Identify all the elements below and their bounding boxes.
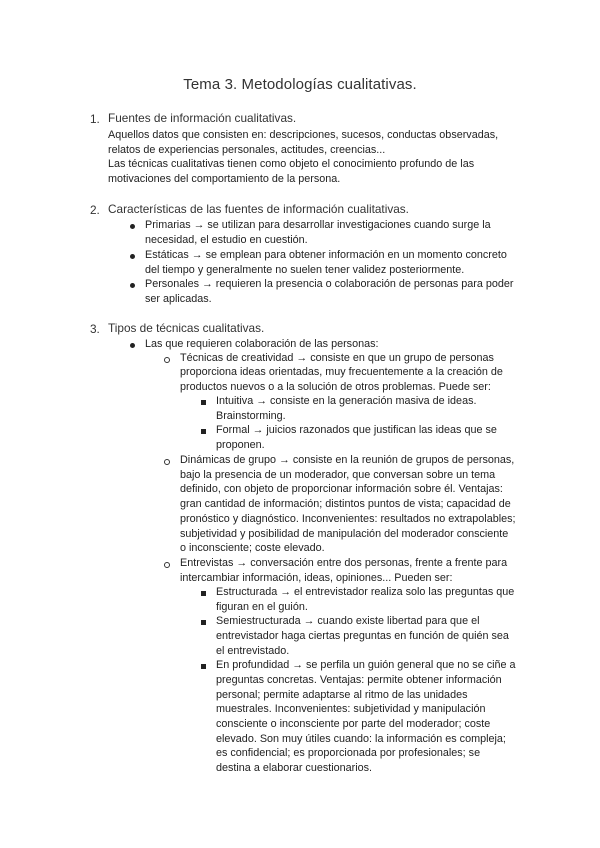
list-item-primarias: Primarias → se utilizan para desarrollar investigaciones cuando surge la: [145, 219, 491, 231]
list-item-intuitiva: Intuitiva → consiste en la generación masiva de ideas.: [216, 395, 477, 407]
square-bullet-icon: [201, 620, 206, 625]
list-item-profundidad: consciente o inconsciente por parte del moderador; coste: [216, 718, 491, 730]
list-item-colaboracion: Las que requieren colaboración de las personas:: [145, 338, 379, 350]
list-item-semiestructurada: Semiestructurada → cuando existe libertad para que el: [216, 615, 480, 627]
list-item-dinamicas: pronóstico y diagnóstico. Inconvenientes: resultados no extrapolables;: [180, 513, 516, 525]
list-item-estructurada: Estructurada → el entrevistador realiza solo las preguntas que: [216, 586, 515, 598]
list-item-profundidad: elevado. Son muy útiles cuando: la información es compleja;: [216, 733, 506, 745]
bullet-icon: [130, 254, 135, 259]
list-item-profundidad: destina a elaborar cuestionarios.: [216, 762, 373, 774]
list-item-formal: proponen.: [216, 439, 265, 451]
section-3-heading: Tipos de técnicas cualitativas.: [108, 321, 265, 335]
list-item-profundidad: En profundidad → se perfila un guión general que no se ciñe a: [216, 659, 516, 671]
list-item-dinamicas: definido, con objeto de proporcionar información sobre él. Ventajas:: [180, 483, 503, 495]
hollow-bullet-icon: [164, 459, 170, 465]
list-item-profundidad: muestrales. Inconvenientes: subjetividad y manipulación: [216, 703, 486, 715]
list-item-dinamicas: gran cantidad de información; distintos puntos de vista; capacidad de: [180, 498, 511, 510]
list-item-profundidad: preguntas concretas. Ventajas: permite obtener información: [216, 674, 502, 686]
section-1-text: relatos de experiencias personales, actitudes, creencias...: [108, 144, 386, 156]
list-item-dinamicas: Dinámicas de grupo → consiste en la reunión de grupos de personas,: [180, 454, 515, 466]
list-item-personales: Personales → requieren la presencia o colaboración de personas para poder: [145, 278, 514, 290]
bullet-icon: [130, 343, 135, 348]
section-1-heading: Fuentes de información cualitativas.: [108, 111, 297, 125]
list-item-estaticas: del tiempo y generalmente no suelen tener validez posteriormente.: [145, 264, 465, 276]
list-item-intuitiva: Brainstorming.: [216, 410, 286, 422]
square-bullet-icon: [201, 664, 206, 669]
section-2-number: 2.: [90, 203, 100, 217]
section-3-number: 3.: [90, 322, 100, 336]
bullet-icon: [130, 224, 135, 229]
bullet-icon: [130, 283, 135, 288]
list-item-formal: Formal → juicios razonados que justifican las ideas que se: [216, 424, 497, 436]
list-item-creatividad: productos nuevos o a la solución de otros problemas. Puede ser:: [180, 381, 491, 393]
section-1-text: motivaciones del comportamiento de la persona.: [108, 173, 341, 185]
list-item-creatividad: Técnicas de creatividad → consiste en que un grupo de personas: [180, 352, 494, 364]
list-item-estaticas: Estáticas → se emplean para obtener información en un momento concreto: [145, 249, 507, 261]
list-item-dinamicas: bajo la presencia de un moderador, que conversan sobre un tema: [180, 469, 496, 481]
list-item-profundidad: personal; permite adaptarse al ritmo de las unidades: [216, 689, 468, 701]
list-item-personales: ser aplicadas.: [145, 293, 212, 305]
section-1-text: Aquellos datos que consisten en: descripciones, sucesos, conductas observadas,: [108, 129, 499, 141]
list-item-semiestructurada: entrevistador haga ciertas preguntas en función de quién sea: [216, 630, 509, 642]
list-item-creatividad: proporciona ideas orientadas, muy frecuentemente a la creación de: [180, 366, 503, 378]
square-bullet-icon: [201, 429, 206, 434]
hollow-bullet-icon: [164, 562, 170, 568]
list-item-estructurada: figuran en el guión.: [216, 601, 308, 613]
list-item-dinamicas: o inconsciente; coste elevado.: [180, 542, 325, 554]
list-item-entrevistas: intercambiar información, ideas, opiniones... Pueden ser:: [180, 572, 453, 584]
square-bullet-icon: [201, 591, 206, 596]
list-item-profundidad: es confidencial; es proporcionada por profesionales; se: [216, 747, 481, 759]
list-item-dinamicas: subjetividad y posibilidad de manipulación del moderador consciente: [180, 528, 509, 540]
section-1-text: Las técnicas cualitativas tienen como objeto el conocimiento profundo de las: [108, 158, 475, 170]
page-title: Tema 3. Metodologías cualitativas.: [183, 76, 417, 93]
list-item-semiestructurada: el entrevistado.: [216, 645, 290, 657]
hollow-bullet-icon: [164, 357, 170, 363]
square-bullet-icon: [201, 400, 206, 405]
section-2-heading: Características de las fuentes de información cualitativas.: [108, 202, 409, 216]
list-item-primarias: necesidad, el estudio en cuestión.: [145, 234, 308, 246]
section-1-number: 1.: [90, 112, 100, 126]
list-item-entrevistas: Entrevistas → conversación entre dos personas, frente a frente para: [180, 557, 508, 569]
